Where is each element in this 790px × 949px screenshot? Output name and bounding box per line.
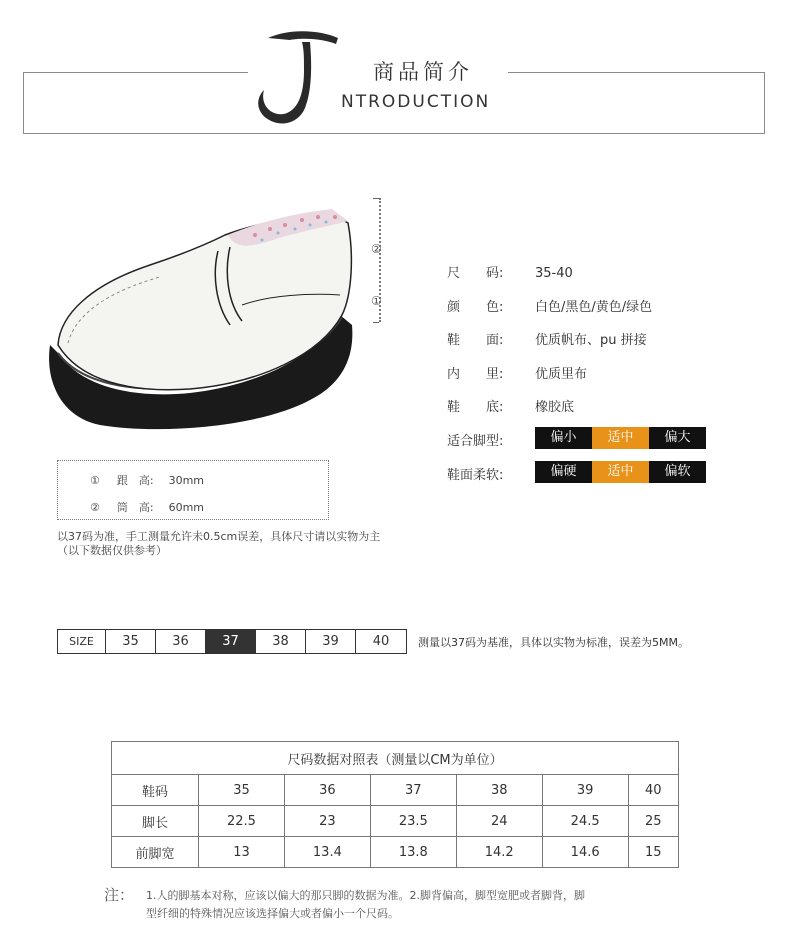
shaft-height-label: 筒 高: [116,501,154,514]
table-cell: 14.6 [542,837,628,868]
softness-label: 鞋面柔软: [447,468,504,483]
table-cell: 13.4 [284,837,370,868]
row-header-forefoot-width: 前脚宽 [112,837,199,868]
heel-height-row [90,472,204,488]
size-39: 39 [306,630,356,653]
spec-lining [447,363,587,383]
table-cell: 14.2 [456,837,542,868]
heel-height-value: 30mm [168,474,205,487]
table-row [112,806,679,837]
table-cell: 15 [628,837,678,868]
size-36: 36 [156,630,206,653]
spec-color-label: 颜 色: [447,300,504,315]
size-40: 40 [372,634,390,649]
header-title-cn: 商品简介 [373,60,473,84]
softness-option-normal: 适中 [592,461,649,483]
spec-size-value: 35-40 [535,266,573,281]
table-cell: 22.5 [199,806,285,837]
measure-tick-bottom [373,322,379,323]
table-cell: 39 [542,775,628,806]
header-line-right [508,72,765,73]
shaft-height-mark: ② [90,501,100,514]
mark-2-label: ② [371,242,382,256]
row-header-shoe-size: 鞋码 [112,775,199,806]
size-35: 35 [106,630,156,653]
table-cell: 13 [199,837,285,868]
fit-option-large: 偏大 [649,427,706,449]
table-cell: 23 [284,806,370,837]
row-header-foot-length: 脚长 [112,806,199,837]
footnote-line1: 1.人的脚基本对称，应该以偏大的那只脚的数据为准。2.脚背偏高，脚型宽肥或者脚背，脚 [146,889,585,902]
spec-size-label: 尺 码: [447,266,504,281]
fit-option-normal: 适中 [592,427,649,449]
table-cell: 23.5 [370,806,456,837]
size-bar-label: SIZE [58,630,106,653]
spec-sole [447,396,574,416]
brush-i-logo [250,20,350,132]
table-row [112,837,679,868]
header-line-left [23,72,248,73]
shoe-image [40,195,360,435]
fit-label: 适合脚型: [447,434,504,449]
table-cell: 13.8 [370,837,456,868]
spec-color [447,296,652,316]
footnote-text [146,887,686,923]
spec-sole-label: 鞋 底: [447,400,504,415]
spec-lining-label: 内 里: [447,367,504,382]
table-cell: 24.5 [542,806,628,837]
measurement-note-line2: （以下数据仅供参考） [57,544,167,557]
spec-color-value: 白色/黑色/黄色/绿色 [535,300,653,315]
table-cell: 38 [456,775,542,806]
measure-tick-top [373,198,379,199]
size-37-selected: 37 [206,630,256,653]
spec-upper-value: 优质帆布、pu 拼接 [535,333,647,348]
spec-size [447,262,573,282]
measurement-note [57,530,380,558]
heel-height-label: 跟 高: [116,474,154,487]
measurement-note-line1: 以37码为准，手工测量允许未0.5cm误差，具体尺寸请以实物为主 [57,530,381,543]
table-cell: 35 [199,775,285,806]
header-title-en: NTRODUCTION [341,92,491,112]
footnote-label: 注： [104,886,135,904]
mark-1-label: ① [371,294,382,308]
table-cell: 36 [284,775,370,806]
table-cell: 37 [370,775,456,806]
shaft-height-value: 60mm [168,501,205,514]
spec-upper [447,329,647,349]
shaft-height-row [90,499,204,515]
heel-height-mark: ① [90,474,100,487]
spec-sole-value: 橡胶底 [535,400,575,415]
table-cell: 40 [628,775,678,806]
table-row [112,775,679,806]
softness-option-soft: 偏软 [649,461,706,483]
size-bar-note: 测量以37码为基准，具体以实物为标准，误差为5MM。 [418,636,689,649]
size-38: 38 [256,630,306,653]
size-chart-table [111,741,679,868]
softness-option-hard: 偏硬 [535,461,592,483]
footnote-line2: 型纤细的特殊情况应该选择偏大或者偏小一个尺码。 [146,907,399,920]
size-bar [57,629,407,654]
size-chart-caption: 尺码数据对照表（测量以CM为单位） [112,742,679,775]
table-cell: 25 [628,806,678,837]
spec-lining-value: 优质里布 [535,367,588,382]
fit-option-small: 偏小 [535,427,592,449]
spec-upper-label: 鞋 面: [447,333,504,348]
table-cell: 24 [456,806,542,837]
